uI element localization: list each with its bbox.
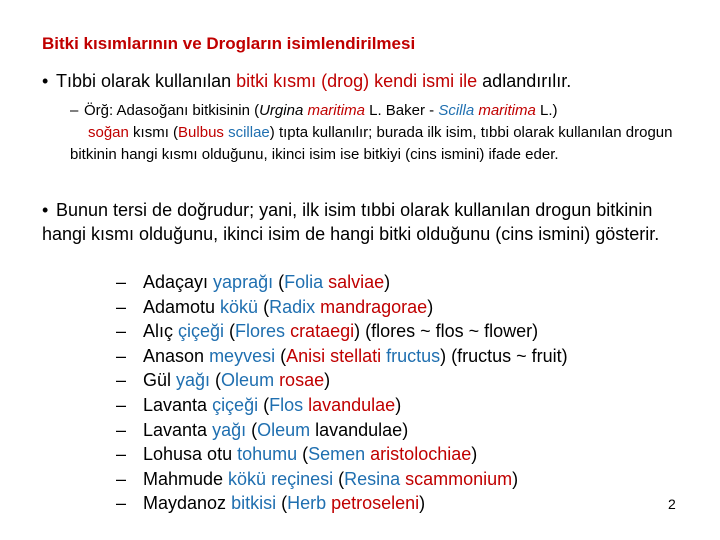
list-item: – Maydanoz bitkisi (Herb petroseleni) xyxy=(116,491,568,516)
list-item: – Anason meyvesi (Anisi stellati fructus) (fructus ~ fruit) xyxy=(116,344,568,369)
bullet2-text: Bunun tersi de doğrudur; yani, ilk isim tıbbi olarak kullanılan drogun bitkinin hangi kısmı olduğunu, ikinci isim de hangi bitki olduğunu (cins ismini) gösterir. xyxy=(42,200,660,244)
list-item: – Mahmude kökü reçinesi (Resina scammonium) xyxy=(116,467,568,492)
list-dash: – xyxy=(116,444,127,465)
list-dash: – xyxy=(116,345,127,366)
sub-paragraph-example xyxy=(70,100,690,166)
list-dash: – xyxy=(116,419,127,440)
sub-text: Örğ: Adasoğanı bitkisinin ( xyxy=(84,102,260,119)
list-dash: – xyxy=(116,296,127,317)
sub-part-latin: Bulbus xyxy=(178,124,224,141)
list-item: – Lavanta çiçeği (Flos lavandulae) xyxy=(116,393,568,418)
list-dash: – xyxy=(116,493,127,514)
sub-species: maritima xyxy=(474,102,536,119)
sub-genus: Urgina xyxy=(259,102,304,119)
bullet-paragraph-1 xyxy=(42,70,692,92)
list-dash: – xyxy=(116,272,127,292)
sub-plant-latin: scillae xyxy=(223,124,270,141)
sub-text: L. Baker - xyxy=(364,102,439,119)
bullet1-text-b: adlandırılır. xyxy=(477,71,572,91)
bullet-paragraph-2 xyxy=(42,198,692,246)
bullet-marker: • xyxy=(42,71,49,91)
sub-species: maritima xyxy=(303,102,365,119)
list-item: – Lavanta yağı (Oleum lavandulae) xyxy=(116,418,568,443)
sub-genus: Scilla xyxy=(438,102,475,119)
drug-name-list xyxy=(116,270,568,516)
sub-text: kısmı ( xyxy=(128,124,179,141)
list-dash: – xyxy=(116,321,127,342)
bullet-marker: • xyxy=(42,200,49,220)
list-item: – Adamotu kökü (Radix mandragorae) xyxy=(116,295,568,320)
list-item: – Alıç çiçeği (Flores crataegi) (flores ~ flos ~ flower) xyxy=(116,319,568,344)
list-item: – Adaçayı yaprağı (Folia salviae) xyxy=(116,270,568,295)
sub-part-name: soğan xyxy=(88,124,129,141)
list-dash: – xyxy=(116,394,127,415)
sub-text: ) tıpta kullanılır; burada ilk isim, tıbbi olarak kullanılan drogun bitkinin hangi kısmı olduğunu, ikinci isim ise bitkiyi (cins ismini) ifade eder. xyxy=(70,124,673,163)
bullet1-highlight: bitki kısmı (drog) kendi ismi ile xyxy=(236,71,478,91)
list-dash: – xyxy=(116,468,127,489)
sub-text: L.) xyxy=(535,102,558,119)
bullet1-text-a: Tıbbi olarak kullanılan xyxy=(56,71,237,91)
list-item: – Gül yağı (Oleum rosae) xyxy=(116,368,568,393)
sub-marker: – xyxy=(70,102,79,119)
page-title: Bitki kısımlarının ve Drogların isimlendirilmesi xyxy=(42,34,416,53)
page-number: 2 xyxy=(668,496,676,512)
list-item: – Lohusa otu tohumu (Semen aristolochiae) xyxy=(116,442,568,467)
list-dash: – xyxy=(116,370,127,391)
